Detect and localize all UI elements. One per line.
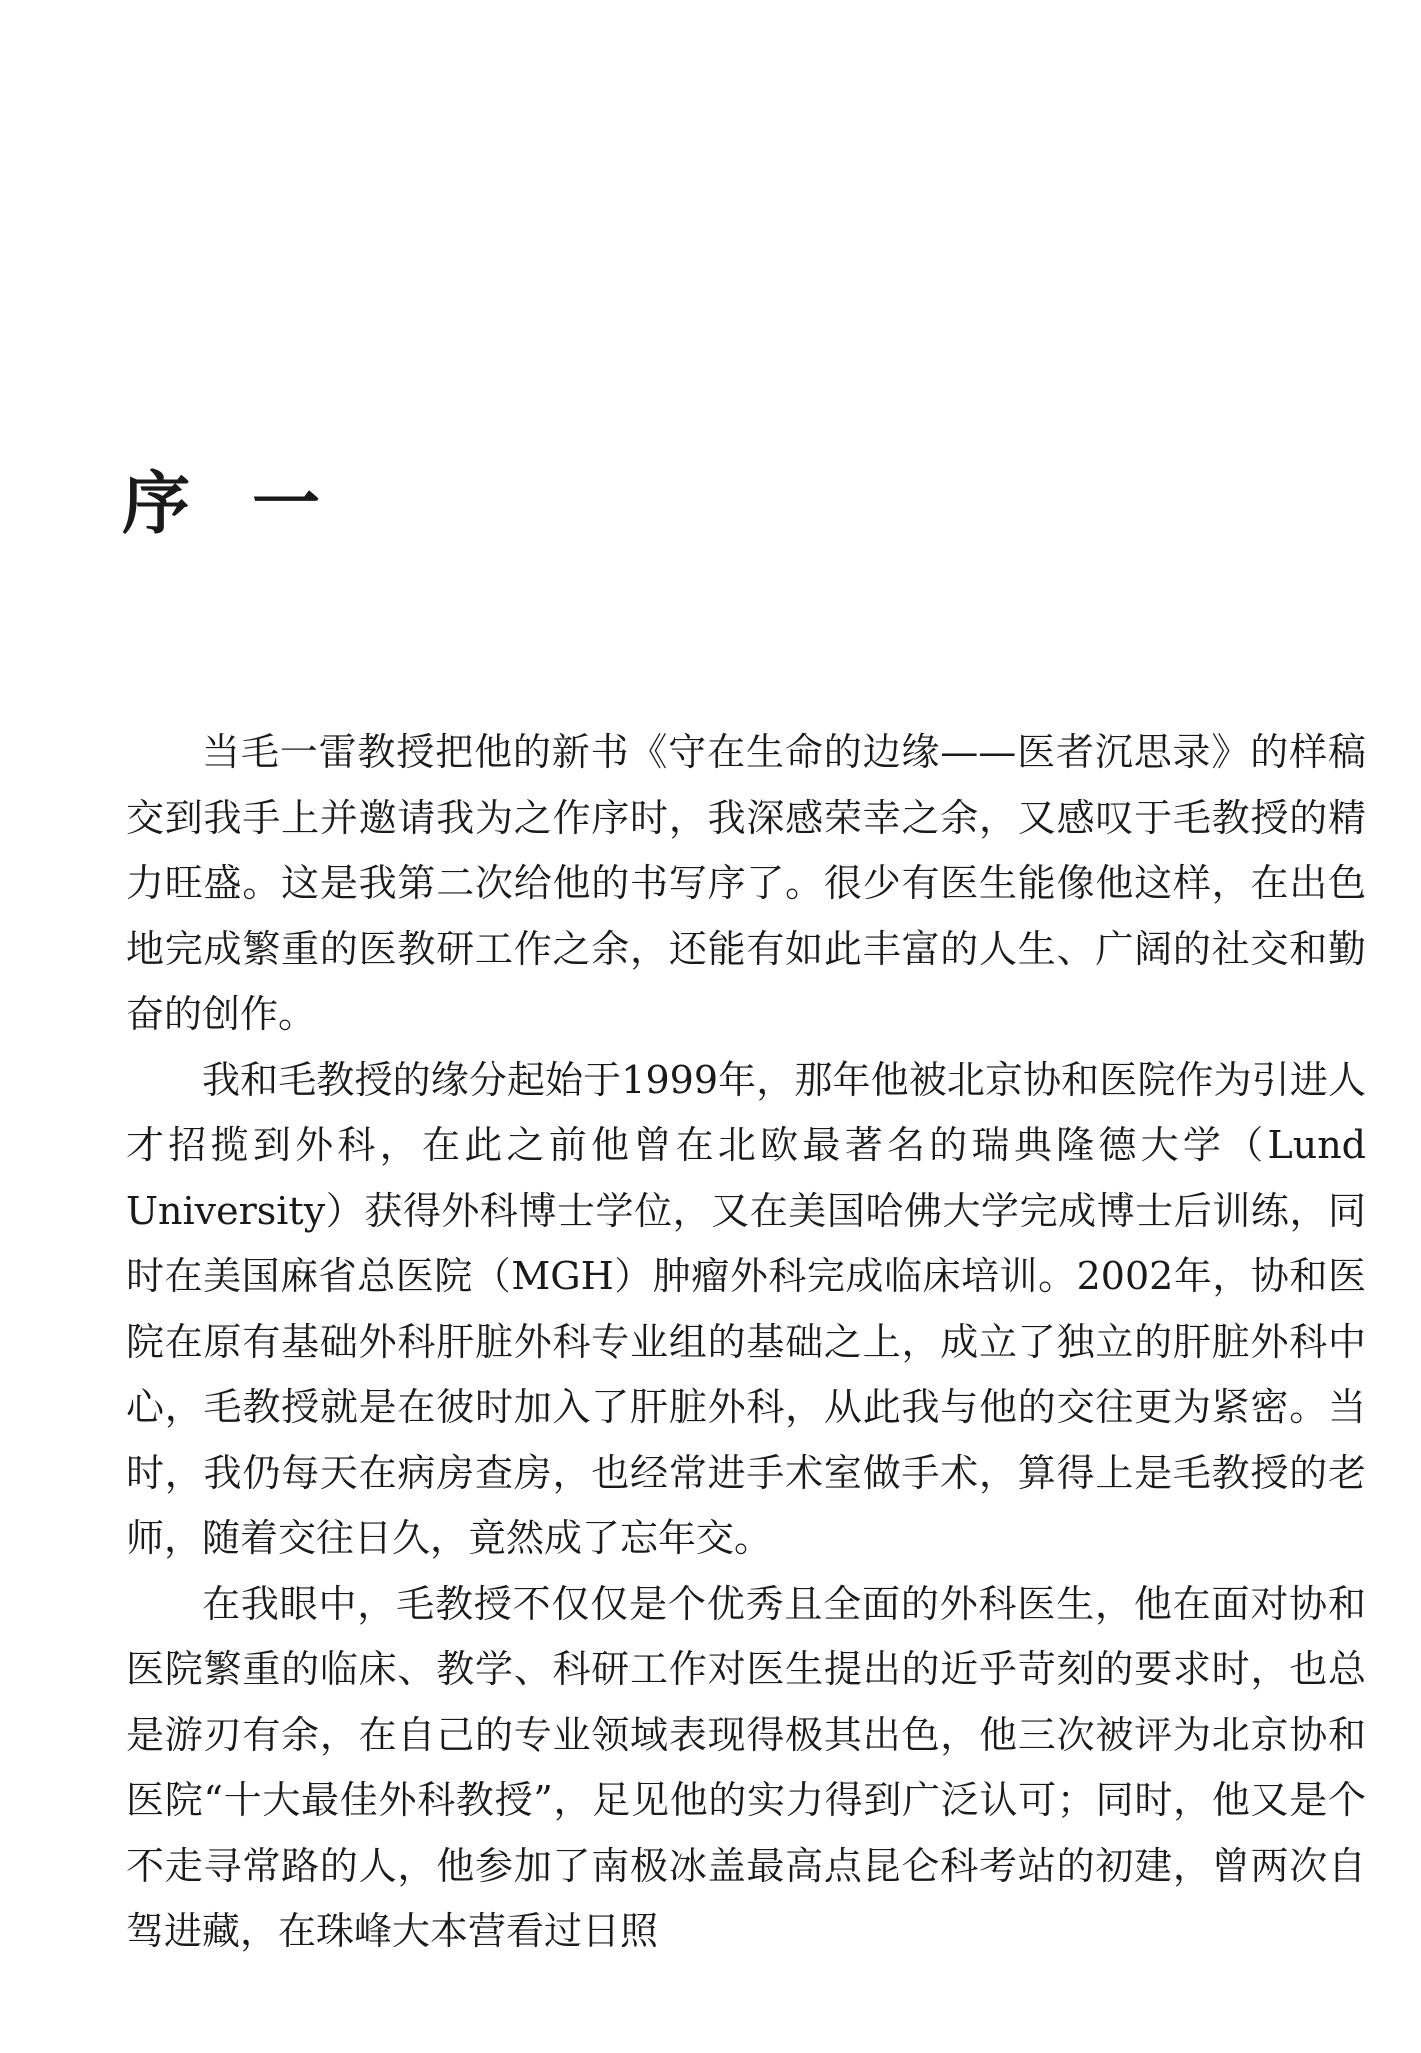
paragraph-2: 我和毛教授的缘分起始于1999年，那年他被北京协和医院作为引进人才招揽到外科，在此之前他曾在北欧最著名的瑞典隆德大学（Lund University）获得外科博士学位，又在美国哈佛大学完成博士后训练，同时在美国麻省总医院（MGH）肿瘤外科完成临床培训。2002年，协和医院在原有基础外科肝脏外科专业组的基础之上，成立了独立的肝脏外科中心，毛教授就是在彼时加入了肝脏外科，从此我与他的交往更为紧密。当时，我仍每天在病房查房，也经常进手术室做手术，算得上是毛教授的老师，随着交往日久，竟然成了忘年交。 [126,1057,1366,1560]
paragraph-1: 当毛一雷教授把他的新书《守在生命的边缘——医者沉思录》的样稿交到我手上并邀请我为之作序时，我深感荣幸之余，又感叹于毛教授的精力旺盛。这是我第二次给他的书写序了。很少有医生能像他这样，在出色地完成繁重的医教研工作之余，还能有如此丰富的人生、广阔的社交和勤奋的创作。 [126,730,1366,1036]
preface-body [126,720,1366,1965]
paragraph-3: 在我眼中，毛教授不仅仅是个优秀且全面的外科医生，他在面对协和医院繁重的临床、教学、科研工作对医生提出的近乎苛刻的要求时，也总是游刃有余，在自己的专业领域表现得极其出色，他三次被评为北京协和医院“十大最佳外科教授”，足见他的实力得到广泛认可；同时，他又是个不走寻常路的人，他参加了南极冰盖最高点昆仑科考站的初建，曾两次自驾进藏，在珠峰大本营看过日照 [126,1581,1366,1953]
page-title: 序一 [122,464,383,544]
